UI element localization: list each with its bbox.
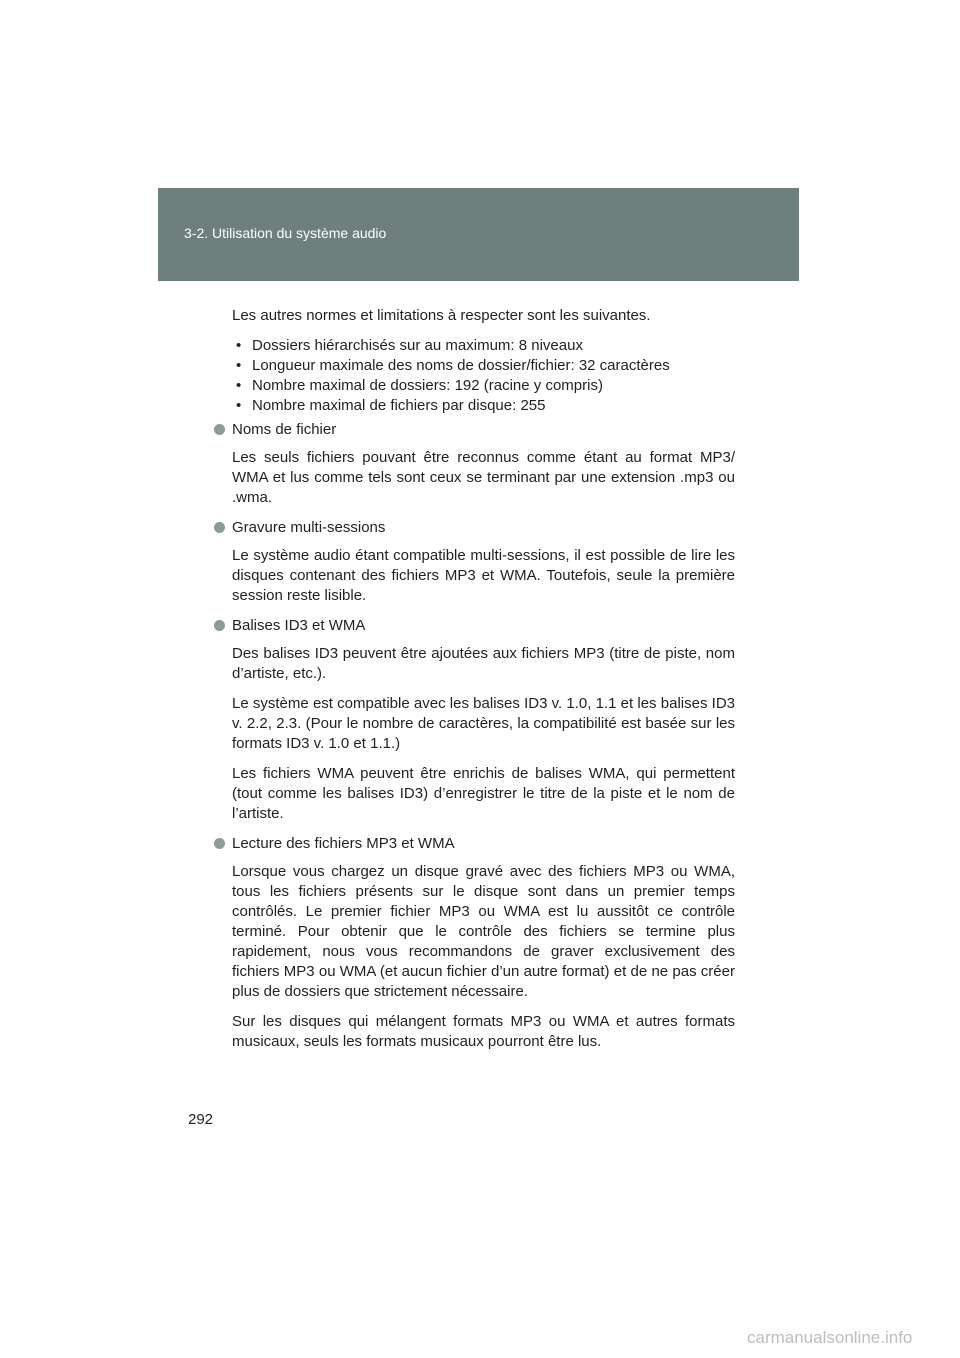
list-item bbox=[232, 336, 735, 356]
section-heading-text: Lecture des fichiers MP3 et WMA bbox=[232, 835, 455, 852]
section-paragraph: Le système est compatible avec les balises ID3 v. 1.0, 1.1 et les balises ID3 v. 2.2, 2.3. (Pour le nombre de caractères, la compatibilité est basée sur les formats ID3 v. 1.0 et 1.1.) bbox=[232, 695, 735, 752]
section-heading-text: Balises ID3 et WMA bbox=[232, 617, 366, 634]
section-heading-multisession bbox=[214, 518, 735, 538]
bullet-dot-icon: • bbox=[236, 357, 242, 374]
section-paragraph: Les fichiers WMA peuvent être enrichis de balises WMA, qui permettent (tout comme les balises ID3) d’enregistrer le titre de la piste et le nom de l’artiste. bbox=[232, 765, 735, 822]
list-item bbox=[232, 376, 735, 396]
limits-list bbox=[232, 336, 735, 416]
page-content bbox=[214, 306, 735, 1062]
section-heading-text: Noms de fichier bbox=[232, 421, 337, 438]
list-item-text: Longueur maximale des noms de dossier/fichier: 32 caractères bbox=[252, 357, 670, 374]
page-number: 292 bbox=[188, 1111, 214, 1128]
section-paragraph: Le système audio étant compatible multi-sessions, il est possible de lire les disques contenant des fichiers MP3 et WMA. Toutefois, seule la première session reste lisible. bbox=[232, 547, 735, 604]
section-title: 3-2. Utilisation du système audio bbox=[184, 225, 387, 241]
bullet-dot-icon: • bbox=[236, 337, 242, 354]
intro-paragraph: Les autres normes et limitations à respecter sont les suivantes. bbox=[232, 307, 651, 324]
bullet-dot-icon: • bbox=[236, 377, 242, 394]
section-paragraph: Des balises ID3 peuvent être ajoutées aux fichiers MP3 (titre de piste, nom d’artiste, etc.). bbox=[232, 645, 735, 682]
list-item bbox=[232, 356, 735, 376]
list-item-text: Nombre maximal de dossiers: 192 (racine y compris) bbox=[252, 377, 603, 394]
section-paragraph: Sur les disques qui mélangent formats MP3 ou WMA et autres formats musicaux, seuls les formats musicaux pourront être lus. bbox=[232, 1013, 735, 1050]
bullet-circle-icon bbox=[214, 838, 225, 849]
section-heading-id3-wma-tags bbox=[214, 616, 735, 636]
section-paragraph: Les seuls fichiers pouvant être reconnus comme étant au format MP3/ WMA et lus comme tels sont ceux se terminant par une extension .mp3 ou .wma. bbox=[232, 449, 735, 506]
section-paragraph: Lorsque vous chargez un disque gravé avec des fichiers MP3 ou WMA, tous les fichiers présents sur le disque sont dans un premier temps contrôlés. Le premier fichier MP3 ou WMA est lu aussitôt ce contrôle terminé. Pour obtenir que le contrôle des fichiers se termine plus rapidement, nous vous recommandons de graver exclusivement des fichiers MP3 ou WMA (et aucun fichier d’un autre format) et de ne pas créer plus de dossiers que strictement nécessaire. bbox=[232, 863, 735, 1000]
section-header-band bbox=[158, 188, 799, 281]
list-item bbox=[232, 396, 735, 416]
section-heading-playback bbox=[214, 834, 735, 854]
bullet-circle-icon bbox=[214, 522, 225, 533]
bullet-dot-icon: • bbox=[236, 397, 242, 414]
section-heading-text: Gravure multi-sessions bbox=[232, 519, 386, 536]
bullet-circle-icon bbox=[214, 620, 225, 631]
list-item-text: Nombre maximal de fichiers par disque: 255 bbox=[252, 397, 546, 414]
watermark: carmanualsonline.info bbox=[747, 1328, 913, 1347]
section-heading-file-names bbox=[214, 420, 735, 440]
bullet-circle-icon bbox=[214, 424, 225, 435]
list-item-text: Dossiers hiérarchisés sur au maximum: 8 niveaux bbox=[252, 337, 583, 354]
